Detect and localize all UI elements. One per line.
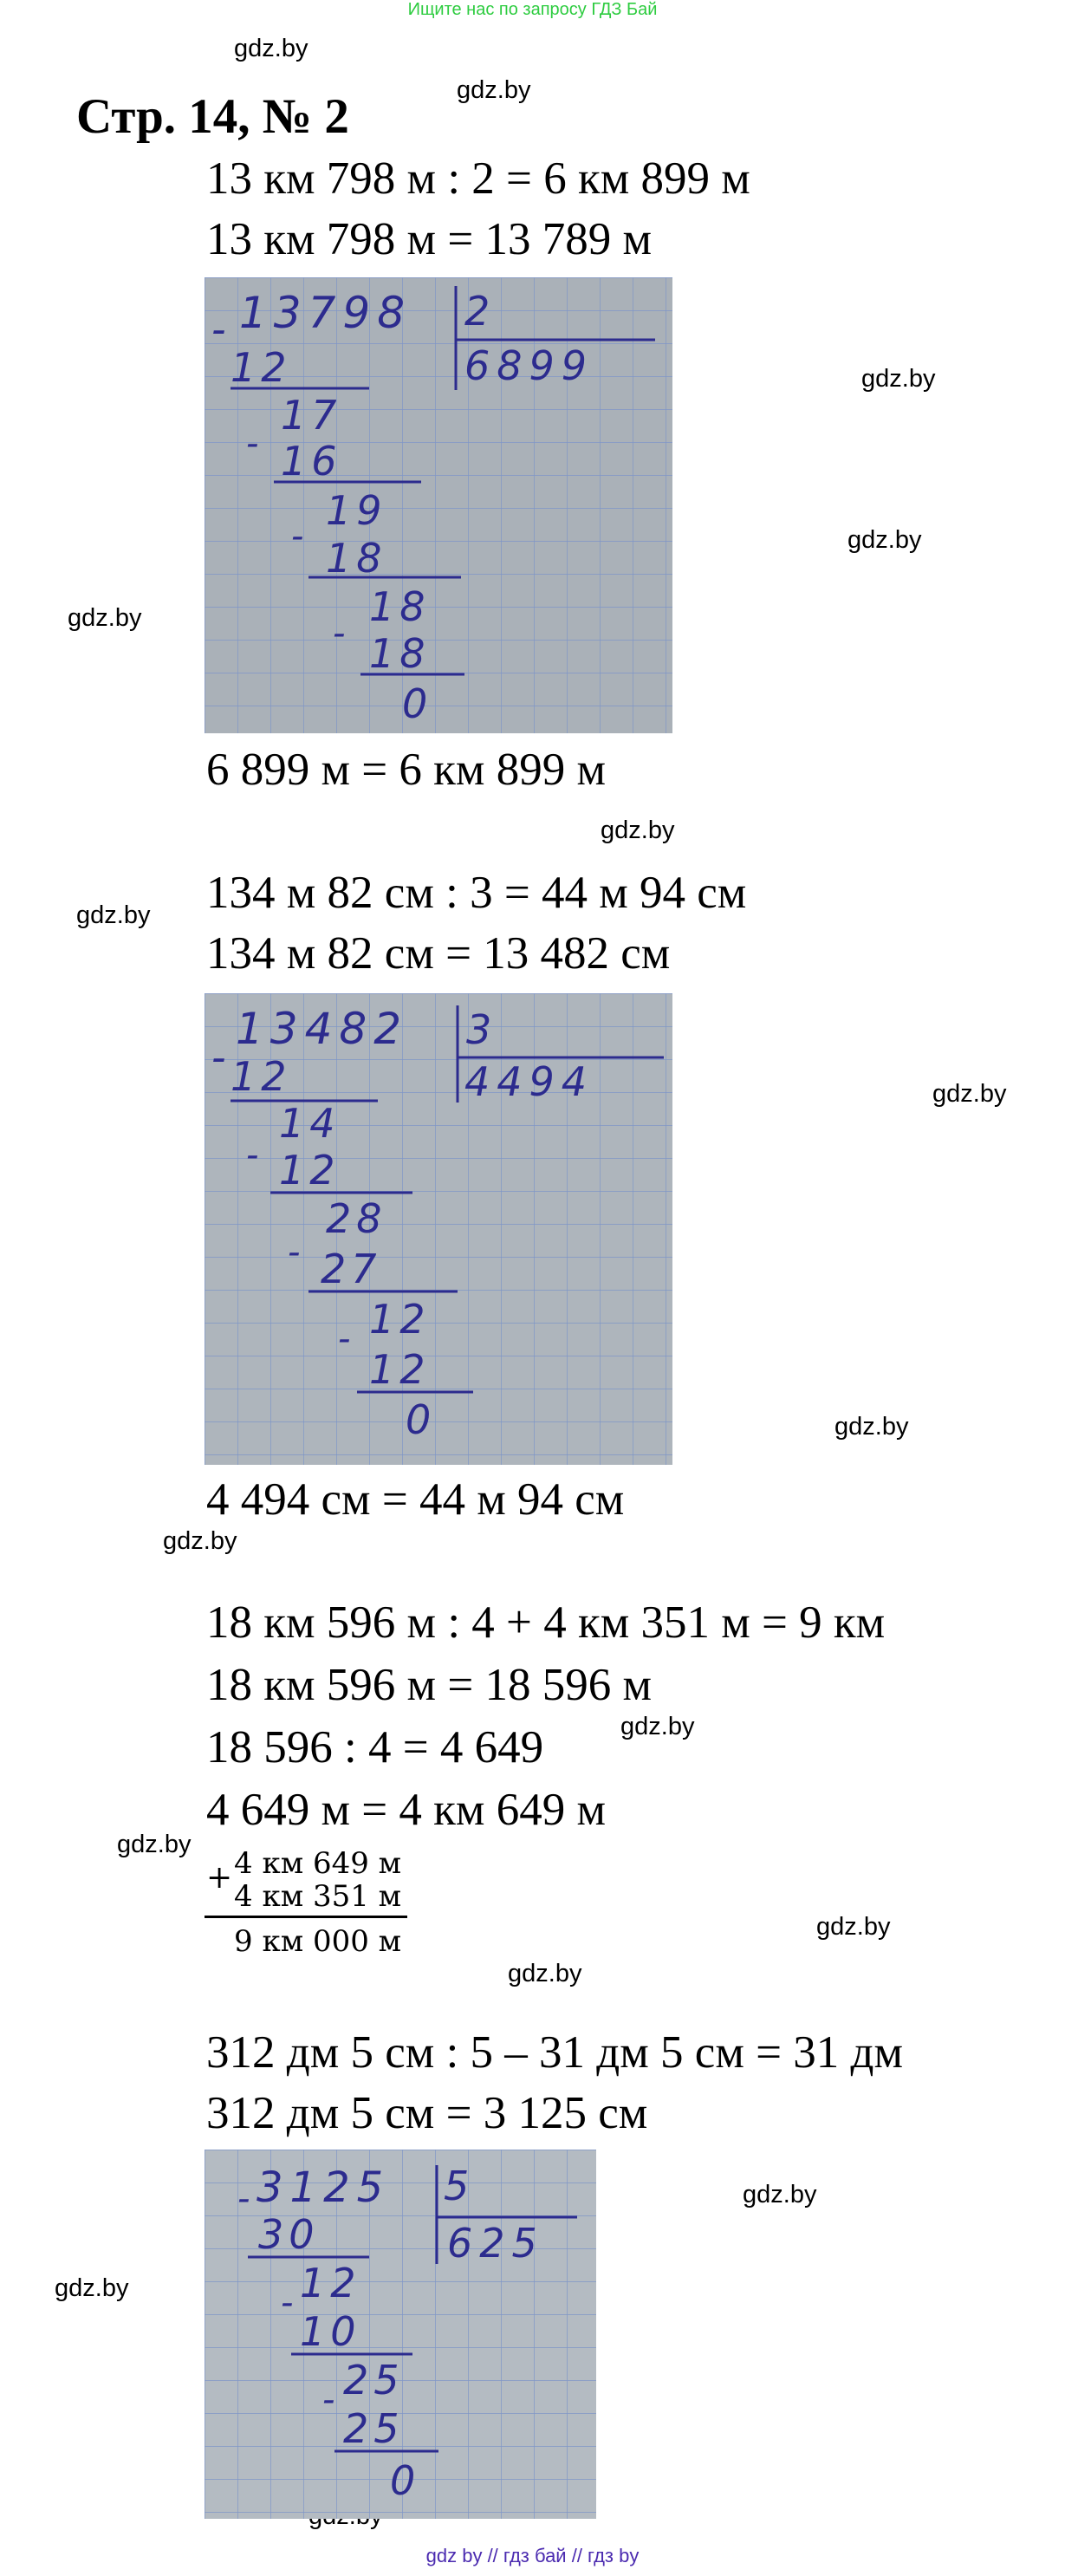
watermark: gdz.by [601,816,675,844]
step-remainder: 19 [326,487,387,534]
watermark: gdz.by [861,365,936,393]
minus-sign: - [333,614,346,654]
division-sheet [205,993,672,1465]
addend: 4 км 351 м [234,1879,402,1914]
division-photo [205,277,672,733]
equation-line: 312 дм 5 см = 3 125 см [206,2088,648,2138]
equation-line: 4 649 м = 4 км 649 м [206,1785,607,1835]
minus-sign: - [338,1319,351,1359]
quotient: 4494 [464,1058,594,1105]
watermark: gdz.by [932,1080,1007,1108]
step-product: 27 [321,1246,382,1292]
equation-line: 18 км 596 м = 18 596 м [206,1660,653,1710]
minus-sign: - [281,2283,294,2323]
plus-sign: + [206,1860,233,1896]
minus-sign: - [246,1135,259,1175]
quotient: 625 [447,2220,544,2267]
division-sheet [205,2150,596,2519]
step-remainder: 12 [369,1296,431,1343]
footer-links[interactable]: gdz by // гдз бай // гдз by [425,2545,640,2566]
equation-line: 134 м 82 см : 3 = 44 м 94 см [206,868,747,918]
dividend: 13798 [239,288,412,338]
watermark: gdz.by [163,1527,237,1555]
dividend: 13482 [236,1004,409,1054]
division-photo [205,2150,596,2519]
minus-sign: - [322,2380,335,2420]
minus-sign: - [211,306,226,353]
minus-sign: - [211,1034,226,1081]
equation-line: 134 м 82 см = 13 482 см [206,928,671,979]
result-line: 6 899 м = 6 км 899 м [206,745,607,795]
sum: 9 км 000 м [234,1924,402,1959]
addend: 4 км 649 м [234,1846,402,1881]
watermark: gdz.by [457,76,531,104]
step-product: 18 [369,630,431,677]
step-product: 10 [300,2308,361,2355]
step-product: 30 [258,2211,320,2258]
watermark: gdz.by [55,2274,129,2302]
minus-sign: - [288,1233,301,1272]
watermark: gdz.by [816,1913,891,1941]
sum-line [205,1916,407,1918]
step-product: 12 [369,1346,431,1393]
equation-line: 18 км 596 м : 4 + 4 км 351 м = 9 км [206,1597,886,1648]
result-line: 4 494 см = 44 м 94 см [206,1474,625,1525]
step-remainder: 25 [343,2357,405,2404]
step-product: 12 [231,344,292,391]
step-product: 25 [343,2405,405,2452]
equation-line: 18 596 : 4 = 4 649 [206,1722,544,1773]
watermark: gdz.by [68,604,142,632]
watermark: gdz.by [743,2181,817,2208]
division-photo [205,993,672,1465]
step-remainder: 17 [281,392,342,439]
divisor: 5 [444,2163,470,2209]
quotient: 6899 [464,342,594,389]
step-product: 12 [279,1147,341,1194]
watermark: gdz.by [847,526,922,554]
final-remainder: 0 [406,1396,432,1443]
equation-line: 312 дм 5 см : 5 – 31 дм 5 см = 31 дм [206,2027,904,2078]
step-remainder: 14 [279,1100,341,1147]
minus-sign: - [246,424,259,464]
watermark: gdz.by [234,35,308,62]
watermark: gdz.by [834,1413,909,1441]
step-remainder: 18 [369,583,431,630]
minus-sign: - [291,517,304,556]
dividend: 3125 [257,2163,391,2212]
watermark: gdz.by [620,1713,695,1740]
division-sheet [205,277,672,733]
step-product: 12 [231,1053,292,1100]
step-remainder: 12 [300,2260,361,2306]
minus-sign: - [237,2179,250,2219]
watermark: gdz.by [508,1960,582,1987]
step-product: 16 [281,438,342,485]
top-banner: Ищите нас по запросу ГДЗ Бай [407,0,658,19]
watermark: gdz.by [117,1831,192,1858]
divisor: 3 [466,1006,492,1053]
watermark: gdz.by [76,901,151,929]
column-addition [203,1844,428,1966]
final-remainder: 0 [390,2457,416,2504]
divisor: 2 [464,288,490,335]
page-title: Стр. 14, № 2 [76,89,349,144]
step-remainder: 28 [326,1195,387,1242]
equation-line: 13 км 798 м : 2 = 6 км 899 м [206,153,750,204]
equation-line: 13 км 798 м = 13 789 м [206,214,653,264]
final-remainder: 0 [402,680,428,727]
step-product: 18 [326,535,387,582]
